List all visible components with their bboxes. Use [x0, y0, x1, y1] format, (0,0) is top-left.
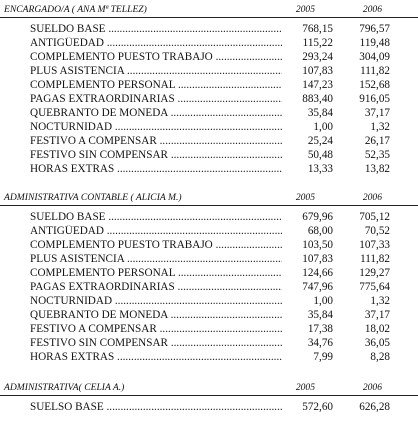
salary-table	[0, 396, 418, 415]
table-row	[0, 149, 418, 163]
table-row	[0, 351, 418, 365]
value-2006: 37,17	[364, 309, 390, 321]
value-2006: 107,33	[359, 239, 390, 251]
table-row	[0, 51, 418, 65]
value-2006: 626,28	[359, 401, 390, 413]
table-row	[0, 121, 418, 135]
section-encargada	[0, 3, 418, 177]
year-2005-header: 2005	[295, 192, 315, 203]
value-2006: 8,28	[370, 351, 390, 363]
year-2006-header: 2006	[362, 382, 382, 393]
value-2005: 68,00	[307, 225, 333, 237]
value-2005: 17,38	[307, 323, 333, 335]
value-2006: 129,27	[359, 267, 390, 279]
row-label: PAGAS EXTRAORDINARIAS .....	[30, 281, 282, 293]
row-label: HORAS EXTRAS .....	[30, 351, 282, 363]
section-title: ADMINISTRATIVA CONTABLE ( ALICIA M.)	[4, 192, 182, 203]
value-2006: 37,17	[364, 107, 390, 119]
value-2005: 7,99	[313, 351, 333, 363]
value-2006: 1,32	[370, 295, 390, 307]
row-label: FESTIVO SIN COMPENSAR .....	[30, 149, 282, 161]
value-2005: 679,96	[302, 211, 333, 223]
value-2005: 124,66	[302, 267, 333, 279]
section-header	[0, 3, 418, 18]
value-2005: 35,84	[307, 309, 333, 321]
row-label: COMPLEMENTO PUESTO TRABAJO .....	[30, 51, 282, 63]
table-row	[0, 93, 418, 107]
value-2006: 119,48	[359, 37, 390, 49]
value-2005: 35,84	[307, 107, 333, 119]
value-2006: 796,57	[359, 23, 390, 35]
table-row	[0, 79, 418, 93]
row-label: ANTIGÜEDAD .....	[30, 37, 282, 49]
value-2006: 705,12	[359, 211, 390, 223]
year-2005-header: 2005	[295, 382, 315, 393]
value-2006: 304,09	[359, 51, 390, 63]
table-row	[0, 309, 418, 323]
table-row	[0, 135, 418, 149]
row-label: QUEBRANTO DE MONEDA .....	[30, 309, 282, 321]
value-2005: 34,76	[307, 337, 333, 349]
table-row	[0, 107, 418, 121]
row-label: NOCTURNIDAD .....	[30, 295, 282, 307]
value-2006: 111,82	[360, 253, 390, 265]
row-label: PLUS ASISTENCIA .....	[30, 65, 282, 77]
value-2006: 52,35	[364, 149, 390, 161]
table-row	[0, 163, 418, 177]
salary-table	[0, 206, 418, 365]
value-2006: 111,82	[360, 65, 390, 77]
value-2006: 13,82	[364, 163, 390, 175]
value-2005: 1,00	[313, 121, 333, 133]
row-label: ANTIGÜEDAD .....	[30, 225, 282, 237]
value-2005: 107,83	[302, 65, 333, 77]
value-2005: 747,96	[302, 281, 333, 293]
table-row	[0, 239, 418, 253]
row-label: PLUS ASISTENCIA .....	[30, 253, 282, 265]
value-2006: 26,17	[364, 135, 390, 147]
section-administrativa	[0, 381, 418, 415]
value-2006: 152,68	[359, 79, 390, 91]
row-label: FESTIVO SIN COMPENSAR .....	[30, 337, 282, 349]
value-2006: 1,32	[370, 121, 390, 133]
table-row	[0, 225, 418, 239]
year-2005-header: 2005	[295, 4, 315, 15]
year-2006-header: 2006	[362, 4, 382, 15]
table-row	[0, 253, 418, 267]
value-2005: 1,00	[313, 295, 333, 307]
value-2006: 70,52	[364, 225, 390, 237]
row-label: COMPLEMENTO PUESTO TRABAJO .....	[30, 239, 282, 251]
row-label: PAGAS EXTRAORDINARIAS .....	[30, 93, 282, 105]
value-2005: 103,50	[302, 239, 333, 251]
table-row	[0, 65, 418, 79]
section-header	[0, 381, 418, 396]
value-2005: 293,24	[302, 51, 333, 63]
value-2005: 147,23	[302, 79, 333, 91]
value-2005: 13,33	[307, 163, 333, 175]
table-row	[0, 267, 418, 281]
row-label: QUEBRANTO DE MONEDA .....	[30, 107, 282, 119]
section-administrativa-contable	[0, 191, 418, 365]
table-row	[0, 295, 418, 309]
table-row	[0, 337, 418, 351]
value-2006: 775,64	[359, 281, 390, 293]
salary-table	[0, 18, 418, 177]
value-2006: 36,05	[364, 337, 390, 349]
value-2005: 25,24	[307, 135, 333, 147]
year-2006-header: 2006	[362, 192, 382, 203]
value-2006: 18,02	[364, 323, 390, 335]
row-label: COMPLEMENTO PERSONAL .....	[30, 267, 282, 279]
section-header	[0, 191, 418, 206]
value-2005: 883,40	[302, 93, 333, 105]
row-label: SUELDO BASE .....	[30, 23, 282, 35]
row-label: SUELDO BASE .....	[30, 211, 282, 223]
row-label: NOCTURNIDAD .....	[30, 121, 282, 133]
table-row	[0, 37, 418, 51]
row-label: FESTIVO A COMPENSAR .....	[30, 135, 282, 147]
section-title: ADMINISTRATIVA( CELIA A.)	[4, 382, 125, 393]
row-label: SUELSO BASE .....	[30, 401, 282, 413]
value-2005: 107,83	[302, 253, 333, 265]
table-row	[0, 401, 418, 415]
row-label: COMPLEMENTO PERSONAL .....	[30, 79, 282, 91]
table-row	[0, 211, 418, 225]
value-2005: 572,60	[302, 401, 333, 413]
value-2005: 115,22	[302, 37, 333, 49]
row-label: HORAS EXTRAS .....	[30, 163, 282, 175]
value-2005: 768,15	[302, 23, 333, 35]
section-title: ENCARGADO/A ( ANA Mª TELLEZ)	[4, 4, 147, 15]
table-row	[0, 23, 418, 37]
value-2006: 916,05	[359, 93, 390, 105]
table-row	[0, 323, 418, 337]
value-2005: 50,48	[307, 149, 333, 161]
row-label: FESTIVO A COMPENSAR .....	[30, 323, 282, 335]
table-row	[0, 281, 418, 295]
